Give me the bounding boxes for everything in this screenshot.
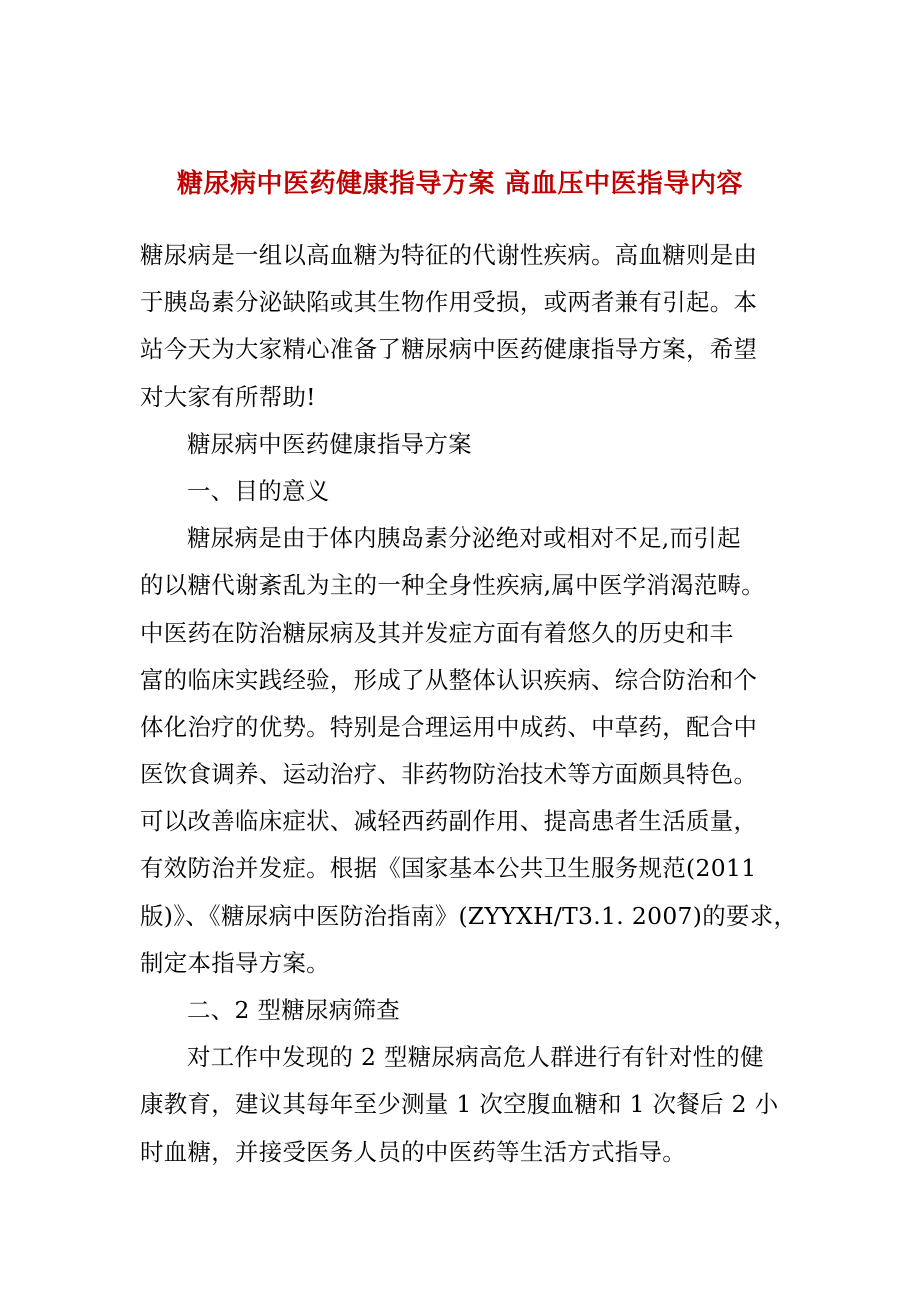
paragraph-line: 糖尿病是一组以高血糖为特征的代谢性疾病。高血糖则是由 [140, 241, 758, 269]
paragraph-line: 医饮食调养、运动治疗、非药物防治技术等方面颇具特色。 [140, 760, 758, 789]
paragraph-line: 时血糖，并接受医务人员的中医药等生活方式指导。 [140, 1137, 687, 1166]
paragraph-line: 糖尿病是由于体内胰岛素分泌绝对或相对不足,而引起 [187, 524, 741, 553]
paragraph-line: 版)》、《糖尿病中医防治指南》(ZYYXH/T3.1. 2007)的要求， [140, 901, 798, 930]
paragraph-line: 对大家有所帮助! [140, 382, 316, 411]
section-heading: 一、目的意义 [187, 476, 330, 505]
paragraph-line: 于胰岛素分泌缺陷或其生物作用受损，或两者兼有引起。本 [140, 288, 758, 317]
paragraph-line: 对工作中发现的 2 型糖尿病高危人群进行有针对性的健 [187, 1043, 764, 1072]
paragraph-line: 可以改善临床症状、减轻西药副作用、提高患者生活质量， [140, 807, 758, 836]
paragraph-line: 的以糖代谢紊乱为主的一种全身性疾病,属中医学消渴范畴。 [140, 571, 766, 600]
paragraph-line: 有效防治并发症。根据《国家基本公共卫生服务规范(2011 [140, 854, 757, 883]
document-body [140, 232, 798, 1176]
section-heading: 糖尿病中医药健康指导方案 [187, 429, 472, 458]
paragraph-line: 站今天为大家精心准备了糖尿病中医药健康指导方案，希望 [140, 335, 758, 364]
paragraph-line: 体化治疗的优势。特别是合理运用中成药、中草药，配合中 [140, 712, 758, 741]
paragraph-line: 制定本指导方案。 [140, 948, 330, 977]
paragraph-line: 富的临床实践经验，形成了从整体认识疾病、综合防治和个 [140, 665, 758, 694]
document-title: 糖尿病中医药健康指导方案 高血压中医指导内容 [176, 169, 744, 199]
paragraph-line: 康教育，建议其每年至少测量 1 次空腹血糖和 1 次餐后 2 小 [140, 1090, 779, 1119]
paragraph-line: 中医药在防治糖尿病及其并发症方面有着悠久的历史和丰 [140, 618, 734, 647]
section-heading: 二、2 型糖尿病筛查 [187, 996, 400, 1024]
